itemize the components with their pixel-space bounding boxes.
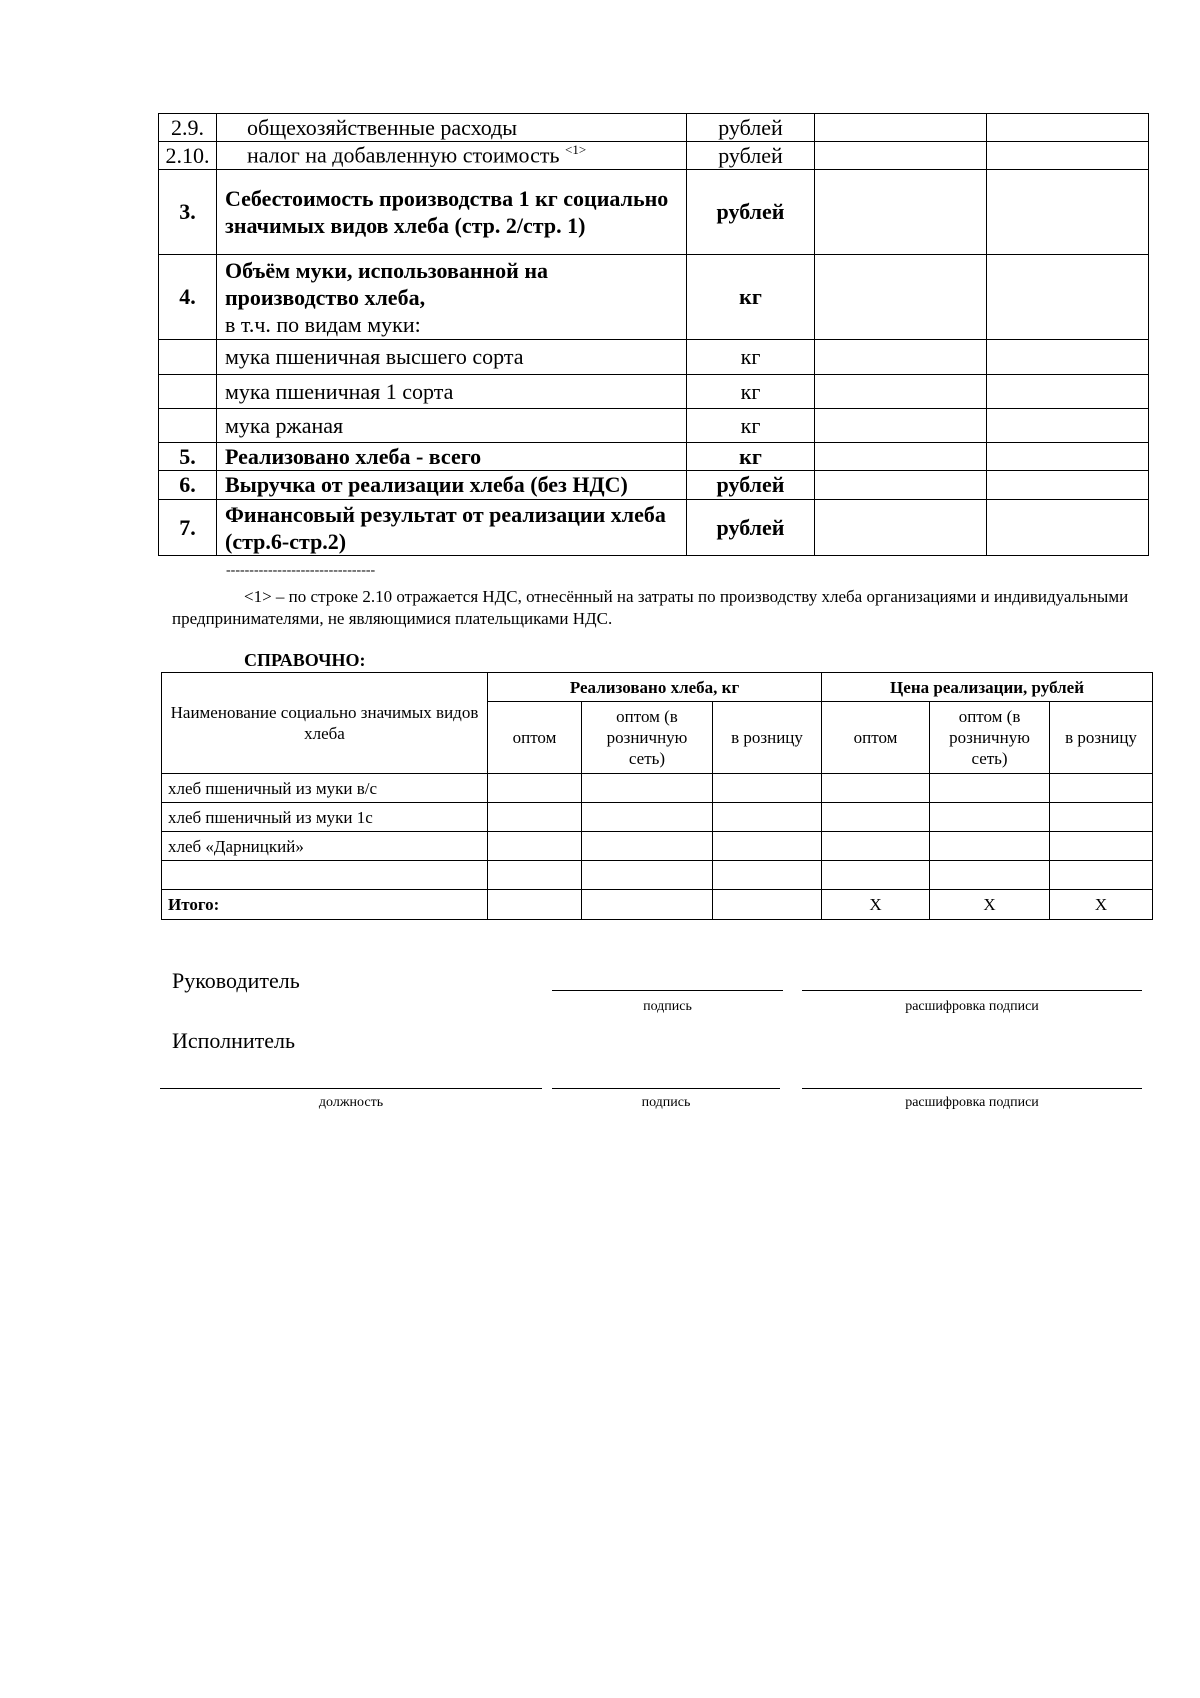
value-cell[interactable] — [822, 774, 930, 803]
row-name: общехозяйственные расходы — [217, 114, 687, 142]
value-cell[interactable] — [815, 471, 987, 500]
header-wholesale-retail: оптом (в розничную сеть) — [930, 702, 1050, 774]
table-row — [159, 255, 1149, 340]
table-header-row — [162, 673, 1153, 702]
footnote-marker: <1> — [565, 142, 587, 158]
reference-title: СПРАВОЧНО: — [244, 650, 366, 670]
head-signature-caption: подпись — [643, 999, 692, 1014]
value-cell[interactable] — [987, 443, 1149, 471]
row-name-text: налог на добавленную стоимость — [247, 142, 560, 168]
value-cell[interactable] — [713, 890, 822, 920]
executor-position-caption: должность — [318, 1095, 384, 1110]
value-cell[interactable] — [815, 170, 987, 255]
value-cell[interactable] — [987, 471, 1149, 500]
row-number: 5. — [159, 443, 217, 471]
reference-table — [161, 672, 1153, 920]
value-cell[interactable] — [713, 832, 822, 861]
value-cell[interactable] — [987, 170, 1149, 255]
value-cell[interactable] — [1050, 832, 1153, 861]
value-cell[interactable] — [713, 803, 822, 832]
total-mark: Х — [1050, 890, 1153, 920]
value-cell[interactable] — [822, 861, 930, 890]
row-unit: кг — [687, 375, 815, 409]
value-cell[interactable] — [815, 255, 987, 340]
row-number: 3. — [159, 170, 217, 255]
row-unit: рублей — [687, 170, 815, 255]
executor-label: Исполнитель — [172, 1028, 296, 1053]
head-decoding-caption: расшифровка подписи — [905, 999, 1039, 1014]
row-name: мука ржаная — [217, 409, 687, 443]
value-cell[interactable] — [815, 142, 987, 170]
table-row — [162, 861, 1153, 890]
value-cell[interactable] — [987, 255, 1149, 340]
table-row — [162, 832, 1153, 861]
row-number: 2.9. — [159, 114, 217, 142]
product-name: хлеб «Дарницкий» — [162, 832, 488, 861]
value-cell[interactable] — [815, 409, 987, 443]
value-cell[interactable] — [930, 832, 1050, 861]
row-number: 6. — [159, 471, 217, 500]
row-unit: кг — [687, 255, 815, 340]
table-row — [159, 114, 1149, 142]
header-wholesale: оптом — [488, 702, 582, 774]
executor-decoding-caption: расшифровка подписи — [905, 1095, 1039, 1110]
row-number — [159, 375, 217, 409]
table-row — [162, 774, 1153, 803]
total-label: Итого: — [162, 890, 488, 920]
value-cell[interactable] — [987, 409, 1149, 443]
row-name: мука пшеничная 1 сорта — [217, 375, 687, 409]
value-cell[interactable] — [930, 774, 1050, 803]
value-cell[interactable] — [488, 832, 582, 861]
executor-signature-caption: подпись — [641, 1095, 691, 1110]
head-label: Руководитель — [172, 968, 300, 993]
row-name: Себестоимость производства 1 кг социально значимых видов хлеба (стр. 2/стр. 1) — [217, 170, 687, 255]
value-cell[interactable] — [582, 832, 713, 861]
table-row — [159, 340, 1149, 375]
table-total-row — [162, 890, 1153, 920]
value-cell[interactable] — [930, 803, 1050, 832]
value-cell[interactable] — [987, 114, 1149, 142]
row-number: 2.10. — [159, 142, 217, 170]
row-name: Финансовый результат от реализации хлеба (стр.6-стр.2) — [217, 500, 687, 556]
row-unit: кг — [687, 340, 815, 375]
total-mark: Х — [822, 890, 930, 920]
executor-signature-line[interactable] — [552, 1088, 780, 1089]
header-wholesale-retail: оптом (в розничную сеть) — [582, 702, 713, 774]
value-cell[interactable] — [815, 340, 987, 375]
value-cell[interactable] — [1050, 803, 1153, 832]
row-name — [217, 142, 687, 170]
value-cell[interactable] — [987, 500, 1149, 556]
value-cell[interactable] — [822, 832, 930, 861]
value-cell[interactable] — [582, 890, 713, 920]
table-row — [159, 170, 1149, 255]
value-cell[interactable] — [815, 500, 987, 556]
row-unit: кг — [687, 409, 815, 443]
row-number — [159, 340, 217, 375]
product-name — [162, 861, 488, 890]
row-name — [217, 255, 687, 340]
value-cell[interactable] — [987, 375, 1149, 409]
table-row — [159, 500, 1149, 556]
footnote-separator: -------------------------------- — [226, 563, 376, 578]
table-row — [159, 443, 1149, 471]
value-cell[interactable] — [582, 803, 713, 832]
row-unit: рублей — [687, 114, 815, 142]
cost-table — [158, 113, 1149, 556]
executor-position-line[interactable] — [160, 1088, 542, 1089]
table-row — [159, 471, 1149, 500]
table-row — [159, 142, 1149, 170]
row-unit: рублей — [687, 500, 815, 556]
value-cell[interactable] — [987, 340, 1149, 375]
product-name: хлеб пшеничный из муки в/с — [162, 774, 488, 803]
total-mark: Х — [930, 890, 1050, 920]
value-cell[interactable] — [1050, 861, 1153, 890]
header-retail: в розницу — [713, 702, 822, 774]
row-number — [159, 409, 217, 443]
row-name: Реализовано хлеба - всего — [217, 443, 687, 471]
table-row — [159, 375, 1149, 409]
row-number: 7. — [159, 500, 217, 556]
header-wholesale: оптом — [822, 702, 930, 774]
row-unit: кг — [687, 443, 815, 471]
value-cell[interactable] — [815, 114, 987, 142]
value-cell[interactable] — [488, 890, 582, 920]
value-cell[interactable] — [488, 774, 582, 803]
value-cell[interactable] — [1050, 774, 1153, 803]
row-unit: рублей — [687, 142, 815, 170]
value-cell[interactable] — [822, 803, 930, 832]
head-decoding-line[interactable] — [802, 990, 1142, 991]
row-unit: рублей — [687, 471, 815, 500]
executor-decoding-line[interactable] — [802, 1088, 1142, 1089]
footnote-text: <1> – по строке 2.10 отражается НДС, отнесённый на затраты по производству хлеба организациями и индивидуальными предпринимателями, не являющимися плательщиками НДС. — [172, 587, 1129, 628]
header-retail: в розницу — [1050, 702, 1153, 774]
row-name-text: Объём муки, использованной на производство хлеба, — [225, 257, 549, 310]
table-row — [159, 409, 1149, 443]
table-row — [162, 803, 1153, 832]
value-cell[interactable] — [582, 861, 713, 890]
row-number: 4. — [159, 255, 217, 340]
value-cell[interactable] — [815, 375, 987, 409]
header-product-name: Наименование социально значимых видов хлеба — [162, 673, 488, 774]
product-name: хлеб пшеничный из муки 1с — [162, 803, 488, 832]
value-cell[interactable] — [713, 861, 822, 890]
header-sold: Реализовано хлеба, кг — [488, 673, 822, 702]
value-cell[interactable] — [987, 142, 1149, 170]
value-cell[interactable] — [713, 774, 822, 803]
value-cell[interactable] — [930, 861, 1050, 890]
value-cell[interactable] — [815, 443, 987, 471]
row-name: мука пшеничная высшего сорта — [217, 340, 687, 375]
value-cell[interactable] — [488, 803, 582, 832]
value-cell[interactable] — [488, 861, 582, 890]
row-name: Выручка от реализации хлеба (без НДС) — [217, 471, 687, 500]
row-subtext: в т.ч. по видам муки: — [225, 311, 421, 337]
header-price: Цена реализации, рублей — [822, 673, 1153, 702]
value-cell[interactable] — [582, 774, 713, 803]
head-signature-line[interactable] — [552, 990, 783, 991]
